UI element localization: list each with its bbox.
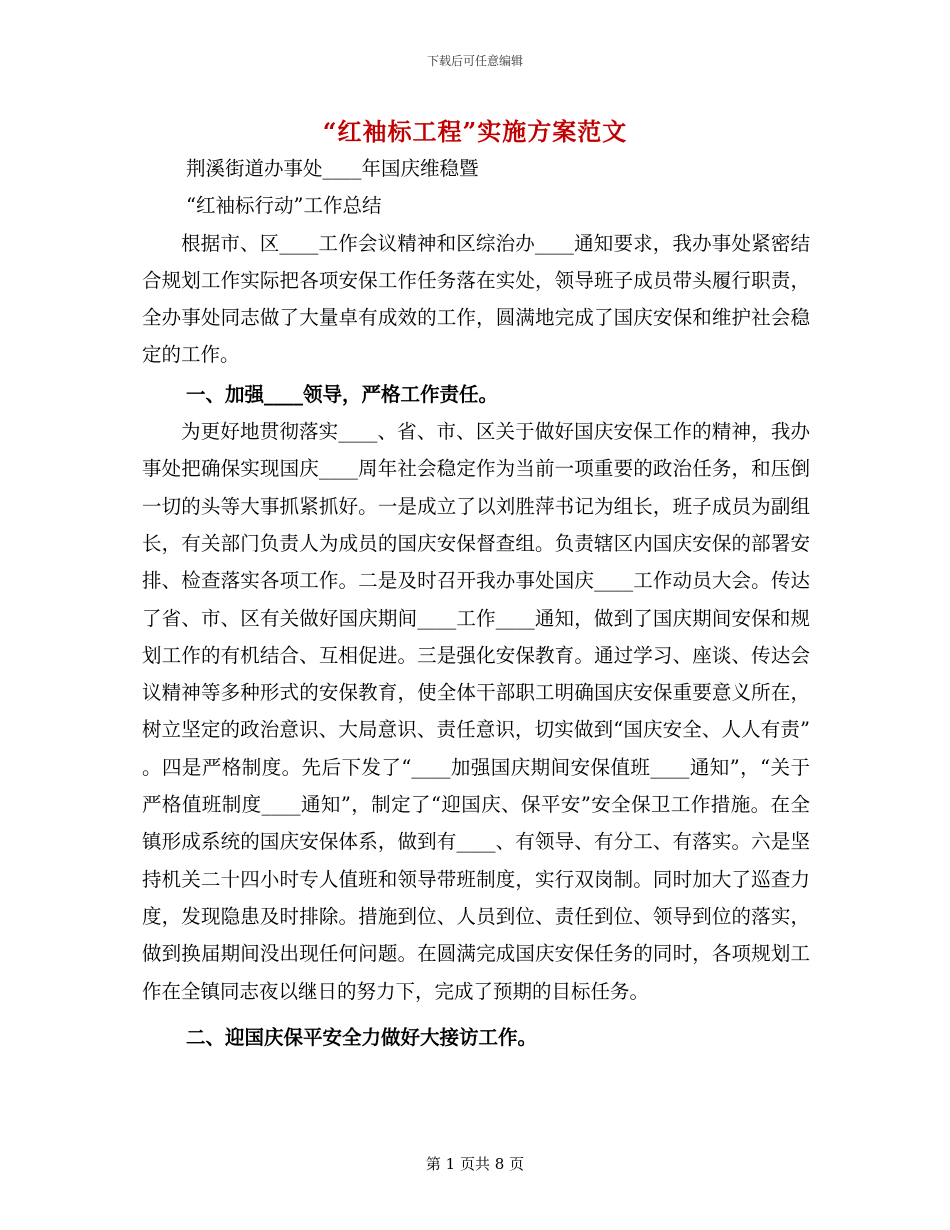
intro-paragraph: 根据市、区____工作会议精神和区综治办____通知要求，我办事处紧密结合规划工作实际把各项安保工作任务落在实处，领导班子成员带头履行职责，全办事处同志做了大量卓有成效的工作，圆满地完成了国庆安保和维护社会稳定的工作。 (142, 231, 810, 367)
document-body (142, 150, 810, 1056)
subtitle-line-1: 荆溪街道办事处____年国庆维稳暨 (186, 157, 479, 180)
section-2-heading: 二、迎国庆保平安全力做好大接访工作。 (186, 1025, 538, 1049)
section-1-paragraph: 为更好地贯彻落实____、省、市、区关于做好国庆安保工作的精神，我办事处把确保实现国庆____周年社会稳定作为当前一项重要的政治任务，和压倒一切的头等大事抓紧抓好。一是成立了以刘胜萍书记为组长，班子成员为副组长，有关部门负责人为成员的国庆安保督查组。负责辖区内国庆安保的部署安排、检查落实各项工作。二是及时召开我办事处国庆____工作动员大会。传达了省、市、区有关做好国庆期间____工作____通知，做到了国庆期间安保和规划工作的有机结合、互相促进。三是强化安保教育。通过学习、座谈、传达会议精神等多种形式的安保教育，使全体干部职工明确国庆安保重要意义所在，树立坚定的政治意识、大局意识、责任意识，切实做到“国庆安全、人人有责”。四是严格制度。先后下发了“____加强国庆期间安保值班____通知”，“关于严格值班制度____通知”，制定了“迎国庆、保平安”安全保卫工作措施。在全镇形成系统的国庆安保体系，做到有____、有领导、有分工、有落实。六是坚持机关二十四小时专人值班和领导带班制度，实行双岗制。同时加大了巡查力度，发现隐患及时排除。措施到位、人员到位、责任到位、领导到位的落实，做到换届期间没出现任何问题。在圆满完成国庆安保任务的同时，各项规划工作在全镇同志夜以继日的努力下，完成了预期的目标任务。 (142, 420, 810, 1003)
page-number-footer: 第 1 页共 8 页 (425, 1155, 525, 1173)
subtitle-line-2: “红袖标行动”工作总结 (186, 194, 382, 218)
document-title: “红袖标工程”实施方案范文 (322, 117, 628, 146)
header-note: 下载后可任意编辑 (426, 54, 523, 68)
section-1-heading: 一、加强____领导，严格工作责任。 (186, 382, 499, 406)
